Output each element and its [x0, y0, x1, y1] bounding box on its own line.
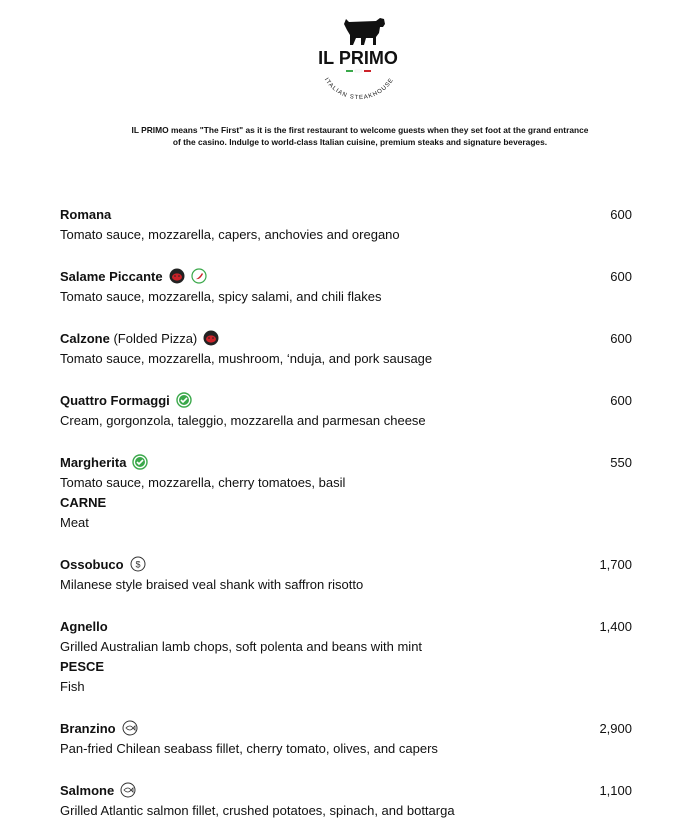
item-name: Agnello [60, 619, 108, 634]
item-name: Romana [60, 207, 112, 222]
section-title: PESCE [60, 659, 105, 674]
flag-red [364, 70, 371, 72]
menu-item-agnello [60, 617, 632, 657]
spicy-icon [191, 268, 207, 284]
item-description: Grilled Atlantic salmon fillet, crushed potatoes, spinach, and bottarga [60, 803, 455, 818]
item-price: 600 [610, 269, 632, 284]
section-subtitle: Meat [60, 515, 89, 530]
svg-text:$: $ [135, 559, 141, 570]
menu-item-calzone [60, 329, 632, 369]
menu-item-branzino [60, 719, 632, 759]
vegetarian-icon [176, 392, 192, 408]
pork-icon [169, 268, 185, 284]
signature-icon [130, 556, 146, 572]
section-pesce [60, 657, 632, 697]
item-name: Margherita [60, 455, 127, 470]
item-description: Tomato sauce, mozzarella, mushroom, ‘nduja, and pork sausage [60, 351, 433, 366]
tagline-line-1: IL PRIMO means "The First" as it is the first restaurant to welcome guests when they set foot at the grand entrance [131, 125, 589, 135]
flag-white [355, 70, 362, 72]
item-description: Tomato sauce, mozzarella, capers, anchovies and oregano [60, 227, 400, 242]
item-name: Quattro Formaggi [60, 393, 170, 408]
menu-item-romana [60, 205, 632, 245]
seafood-icon [120, 782, 136, 798]
tagline [100, 124, 620, 148]
seafood-icon [122, 720, 138, 736]
menu-item-salmone [60, 781, 632, 821]
menu-item-quattro-formaggi [60, 391, 632, 431]
menu-item-ossobuco [60, 555, 632, 595]
item-name-extra: (Folded Pizza) [109, 331, 198, 346]
menu-item-margherita [60, 453, 632, 493]
item-price: 2,900 [599, 721, 632, 736]
tagline-line-2: of the casino. Indulge to world-class Italian cuisine, premium steaks and signature beverages. [172, 137, 548, 147]
item-price: 600 [610, 207, 632, 222]
brand-subtitle: ITALIAN STEAKHOUSE [322, 77, 396, 102]
item-price: 1,100 [599, 783, 632, 798]
item-price: 600 [610, 393, 632, 408]
bull-icon [344, 18, 385, 45]
item-description: Milanese style braised veal shank with saffron risotto [60, 577, 364, 592]
item-price: 600 [610, 331, 632, 346]
menu-item-salame-piccante [60, 267, 632, 307]
item-name: Ossobuco [60, 557, 124, 572]
section-subtitle: Fish [60, 679, 85, 694]
item-price: 1,400 [599, 619, 632, 634]
item-price: 1,700 [599, 557, 632, 572]
item-description: Pan-fried Chilean seabass fillet, cherry tomato, olives, and capers [60, 741, 438, 756]
item-description: Cream, gorgonzola, taleggio, mozzarella and parmesan cheese [60, 413, 426, 428]
restaurant-logo [0, 0, 696, 110]
item-name: Salame Piccante [60, 269, 163, 284]
item-description: Tomato sauce, mozzarella, cherry tomatoes, basil [60, 475, 346, 490]
pork-icon [203, 330, 219, 346]
item-name: Calzone [60, 331, 110, 346]
section-carne [60, 493, 632, 533]
flag-green [346, 70, 353, 72]
item-description: Grilled Australian lamb chops, soft polenta and beans with mint [60, 639, 423, 654]
item-name: Branzino [60, 721, 116, 736]
item-description: Tomato sauce, mozzarella, spicy salami, and chili flakes [60, 289, 382, 304]
item-name: Salmone [60, 783, 115, 798]
brand-name: IL PRIMO [318, 48, 398, 68]
item-price: 550 [610, 455, 632, 470]
vegetarian-icon [132, 454, 148, 470]
section-title: CARNE [60, 495, 107, 510]
